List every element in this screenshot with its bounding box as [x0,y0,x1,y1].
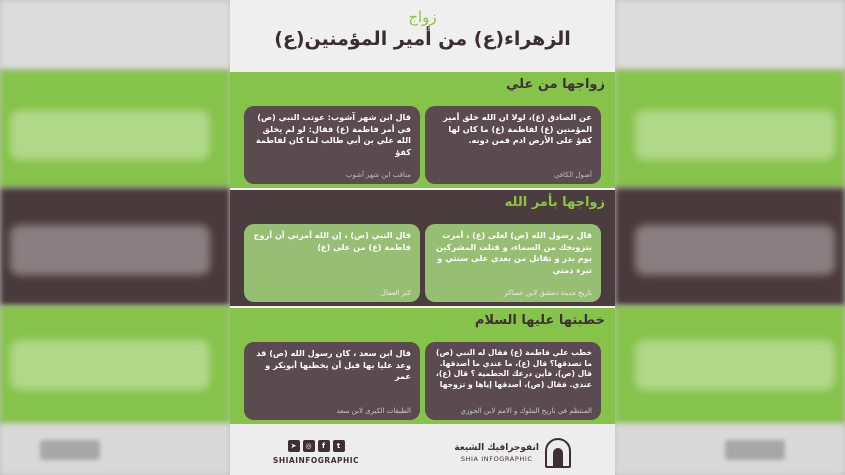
hadith-source: الطبقات الكبرى لابن سعد [336,407,411,415]
hadith-text: قال النبي (ص) ، إن الله أمرني أن أزوج فاطمة (ع) من علي (ع) [253,230,411,252]
instagram-icon[interactable]: ◎ [303,440,315,452]
brand-name-arabic: انفوجرافيك الشيعة [454,443,539,453]
hadith-card [425,342,601,420]
facebook-icon[interactable]: f [318,440,330,452]
telegram-icon[interactable]: ➤ [288,440,300,452]
section-marriage-by-god-command [230,190,615,306]
poster-footer [230,424,615,475]
social-handle: SHIAINFOGRAPHIC [272,456,360,465]
hadith-source: أصول الكافي [553,171,592,179]
hadith-text: قال ابن سعد ، كان رسول الله (ص) قد وعد عليا بها قبل أن يخطبها أبوبكر و عمر [256,348,411,381]
section-marriage-to-ali [230,72,615,188]
section-title: زواجها بأمر الله [504,195,605,210]
hadith-card [425,106,601,184]
hadith-source: مناقب ابن شهر آشوب [345,171,411,179]
section-title: زواجها من علي [506,77,605,92]
blurred-background-left [0,0,230,475]
social-links [270,440,362,465]
section-her-proposal [230,308,615,424]
hadith-card [425,224,601,302]
hadith-text: خطب علي فاطمة (ع) فقال له النبي (ص) ما تصدقها؟ قال (ع)، ما عندي ما أصدقها. قال (ص)، فأين درعك الحطمية ؟ قال (ع)، عندي. فقال (ص)، أصدقها إياها و تزوجها [435,348,592,389]
brand-name-english: SHIA INFOGRAPHIC [460,455,533,463]
hadith-source: تاريخ مدينة دمشق لابن عساكر [503,289,592,297]
hadith-card [244,106,420,184]
hadith-text: قال ابن شهر آشوب: عوتب النبي (ص) في أمر فاطمة (ع) فقال: لو لم يخلق الله علي بن أبي طالب لما كان لفاطمة كفؤ [255,112,411,157]
hadith-text: قال رسول الله (ص) لعلي (ع) ، أمرت بتزويجك من السماء، و قتلت المشركين يوم بدر و تقاتل من بعدي على سنتي و تبرء ذمتي [435,230,592,275]
brand-logo [454,438,571,468]
twitter-icon[interactable]: t [333,440,345,452]
hadith-text: عن الصادق (ع)، لولا ان الله خلق أمير المؤمنين (ع) لفاطمة (ع) ما كان لها كفؤ على الأرض ادم فمن دونه. [443,112,592,145]
poster-title: الزهراء(ع) من أمير المؤمنين(ع) [274,28,571,50]
hadith-source: المنتظم في تاريخ الملوك و الامم لابن الجوزي [460,407,592,415]
mosque-arch-icon [545,438,571,468]
hadith-source: كنز العمال [380,289,411,297]
hadith-card [244,342,420,420]
poster-subtitle: زواج [408,8,437,26]
hadith-card [244,224,420,302]
blurred-background-right [615,0,845,475]
infographic-poster [230,0,615,475]
section-title: خطبتها عليها السلام [474,313,605,328]
poster-header [230,0,615,70]
